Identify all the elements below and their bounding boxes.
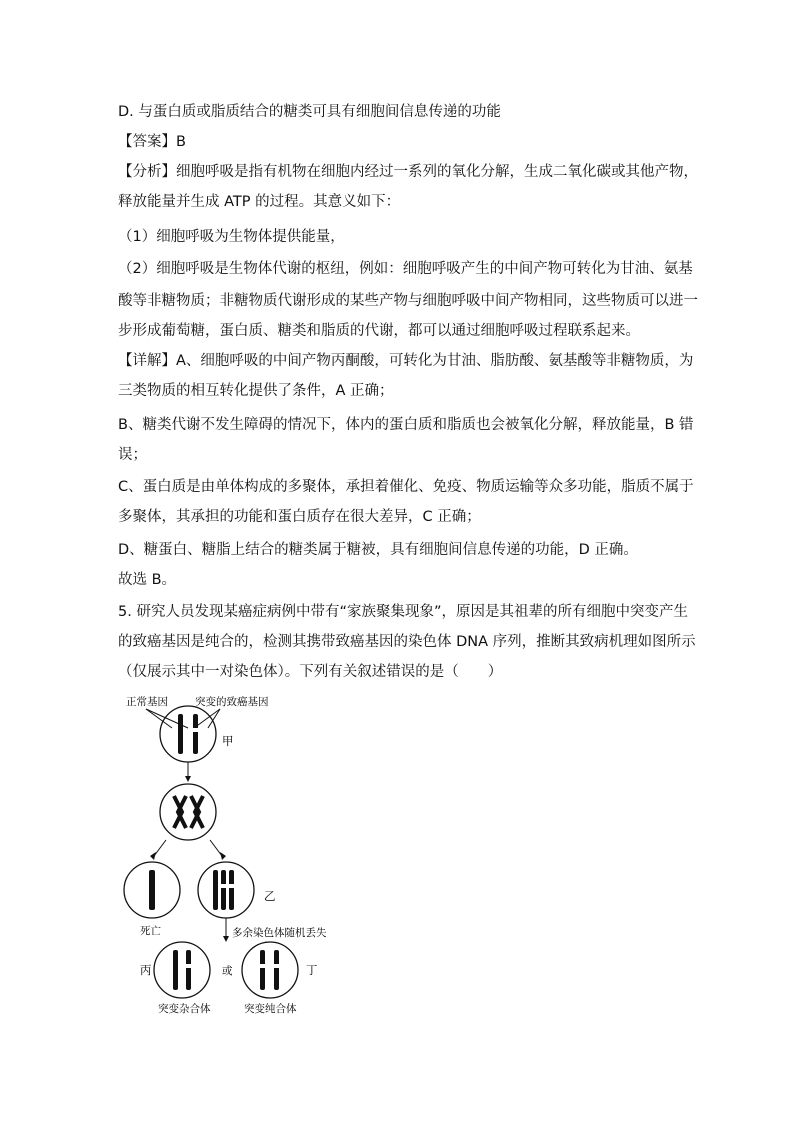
detail-a-line-2: 三类物质的相互转化提供了条件，A 正确；	[118, 383, 394, 399]
label-or: 或	[222, 965, 233, 977]
detail-c-line-2: 多聚体，其承担的功能和蛋白质存在很大差异，C 正确；	[118, 509, 481, 525]
label-jia: 甲	[222, 734, 234, 748]
arrow-1	[185, 762, 191, 782]
cell-dividing	[160, 784, 216, 840]
label-hetero: 突变杂合体	[158, 1003, 211, 1015]
arrow-2	[223, 918, 229, 942]
detail-b-line-2: 误；	[118, 447, 147, 463]
question-5-line-3: （仅展示其中一对染色体）。下列有关叙述错误的是（ ）	[118, 664, 503, 680]
label-yi: 乙	[264, 889, 276, 903]
analysis-point-2-line-2: 酸等非糖物质；非糖物质代谢形成的某些产物与细胞呼吸中间产物相同，这些物质可以进一	[118, 293, 698, 309]
detail-c-line-1: C、蛋白质是由单体构成的多聚体，承担着催化、免疫、物质运输等众多功能，脂质不属于	[118, 479, 694, 495]
cell-ding	[242, 942, 298, 998]
normal-gene-label: 正常基因	[126, 696, 168, 708]
arrow-split	[154, 840, 222, 856]
label-death: 死亡	[140, 925, 161, 937]
cell-bing	[154, 942, 210, 998]
question-5-line-2: 的致癌基因是纯合的，检测其携带致癌基因的染色体 DNA 序列，推断其致病机理如图所示	[118, 634, 696, 650]
cell-jia	[160, 706, 216, 762]
label-bing: 丙	[140, 963, 152, 977]
cell-yi	[198, 862, 254, 918]
label-loss: 多余染色体随机丢失	[232, 927, 327, 939]
detail-d: D、糖蛋白、糖脂上结合的糖类属于糖被，具有细胞间信息传递的功能，D 正确。	[118, 542, 638, 558]
analysis-point-2-line-1: （2）细胞呼吸是生物体代谢的枢纽，例如：细胞呼吸产生的中间产物可转化为甘油、氨基	[118, 261, 693, 277]
detail-b-line-1: B、糖类代谢不发生障碍的情况下，体内的蛋白质和脂质也会被氧化分解，释放能量，B 错	[118, 417, 694, 433]
option-d: D. 与蛋白质或脂质结合的糖类可具有细胞间信息传递的功能	[118, 104, 501, 120]
label-ding: 丁	[306, 963, 318, 977]
analysis-line-1: 【分析】细胞呼吸是指有机物在细胞内经过一系列的氧化分解，生成二氧化碳或其他产物，	[118, 164, 698, 180]
question-5-line-1: 5. 研究人员发现某癌症病例中带有“家族聚集现象”，原因是其祖辈的所有细胞中突变产生	[118, 604, 688, 620]
analysis-point-2-line-3: 步形成葡萄糖，蛋白质、糖类和脂质的代谢，都可以通过细胞呼吸过程联系起来。	[118, 323, 640, 339]
label-homo: 突变纯合体	[244, 1003, 297, 1015]
cell-death	[124, 862, 180, 918]
choose-b: 故选 B。	[118, 572, 177, 588]
analysis-point-1: （1）细胞呼吸为生物体提供能量，	[118, 229, 345, 245]
answer: 【答案】B	[118, 134, 186, 150]
detail-a-line-1: 【详解】A、细胞呼吸的中间产物丙酮酸，可转化为甘油、脂肪酸、氨基酸等非糖物质，为	[118, 353, 694, 369]
mechanism-figure	[118, 688, 378, 1028]
analysis-line-2: 释放能量并生成 ATP 的过程。其意义如下：	[118, 194, 401, 210]
mutant-gene-label: 突变的致癌基因	[195, 696, 269, 708]
